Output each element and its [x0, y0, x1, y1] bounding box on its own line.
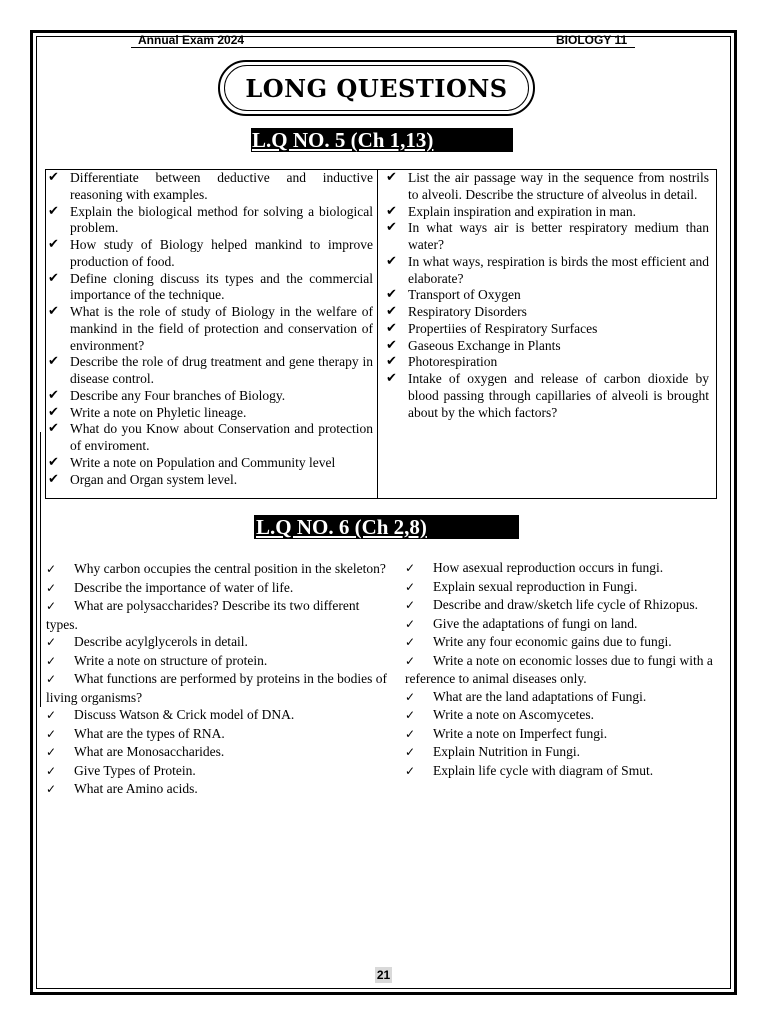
- lq6-left-column: [46, 560, 390, 799]
- checkmark-icon: ✔: [48, 421, 59, 437]
- question-text: Write a note on Phyletic lineage.: [70, 404, 247, 420]
- question-item: [405, 652, 717, 688]
- checkmark-icon: ✔: [48, 404, 59, 420]
- question-text: Organ and Organ system level.: [70, 471, 238, 487]
- question-text: Gaseous Exchange in Plants: [408, 337, 561, 353]
- lq5-left-column: [48, 170, 373, 488]
- margin-rule: [40, 432, 41, 707]
- checkmark-icon: ✔: [48, 387, 59, 403]
- question-item: [48, 388, 373, 405]
- question-text: What are Monosaccharides.: [74, 744, 225, 759]
- question-text: Describe any Four branches of Biology.: [70, 387, 286, 403]
- checkmark-icon: ✔: [386, 203, 397, 219]
- question-item: [48, 304, 373, 354]
- checkmark-icon: ✔: [48, 471, 59, 487]
- exam-header: Annual Exam 2024: [138, 33, 245, 47]
- question-text: Write any four economic gains due to fungi.: [433, 634, 672, 649]
- checkmark-icon: ✓: [46, 763, 57, 778]
- question-item: [46, 579, 390, 598]
- question-item: [46, 725, 390, 744]
- question-text: Explain sexual reproduction in Fungi.: [433, 578, 638, 594]
- section-heading-lq6: L.Q NO. 6 (Ch 2,8): [254, 515, 519, 539]
- question-item: [405, 725, 717, 744]
- question-text: In what ways, respiration is birds the most efficient and elaborate?: [408, 253, 709, 286]
- question-text: List the air passage way in the sequence from nostrils to alveoli. Describe the structure of alveolus in detail.: [408, 170, 709, 202]
- question-item: [46, 706, 390, 725]
- page-title: LONG QUESTIONS: [224, 65, 529, 111]
- checkmark-icon: ✓: [405, 726, 416, 741]
- checkmark-icon: ✔: [48, 237, 59, 252]
- question-item: [48, 271, 373, 305]
- question-item: [386, 204, 709, 221]
- question-text: What do you Know about Conservation and protection of enviroment.: [70, 421, 373, 453]
- question-text: Explain life cycle with diagram of Smut.: [433, 762, 654, 778]
- question-text: Explain Nutrition in Fungi.: [433, 744, 580, 759]
- question-text: Differentiate between deductive and inductive reasoning with examples.: [70, 170, 373, 202]
- question-item: [386, 304, 709, 321]
- question-text: Write a note on structure of protein.: [74, 652, 268, 668]
- question-text: Write a note on economic losses due to fungi with a reference to animal diseases only.: [405, 652, 713, 686]
- question-text: What are the land adaptations of Fungi.: [433, 688, 647, 704]
- question-text: Write a note on Ascomycetes.: [433, 707, 595, 722]
- question-text: Propertiies of Respiratory Surfaces: [408, 320, 598, 336]
- lq6-right-column: [405, 559, 717, 780]
- question-item: [46, 762, 390, 781]
- question-text: Describe and draw/sketch life cycle of Rhizopus.: [433, 597, 699, 612]
- checkmark-icon: ✔: [48, 454, 59, 470]
- question-item: [48, 455, 373, 472]
- question-text: Discuss Watson & Crick model of DNA.: [74, 707, 295, 722]
- question-item: [46, 652, 390, 671]
- question-item: [46, 780, 390, 799]
- question-text: Describe the importance of water of life.: [74, 579, 294, 595]
- checkmark-icon: ✓: [46, 580, 57, 595]
- question-item: [386, 338, 709, 355]
- question-item: [386, 371, 709, 421]
- question-item: [46, 633, 390, 652]
- question-text: Respiratory Disorders: [408, 304, 527, 319]
- question-item: [46, 560, 390, 579]
- question-text: Describe the role of drug treatment and gene therapy in disease control.: [70, 354, 373, 386]
- checkmark-icon: ✓: [405, 653, 416, 668]
- question-text: Photorespiration: [408, 354, 498, 370]
- question-item: [386, 354, 709, 371]
- question-text: Explain the biological method for solving a biological problem.: [70, 203, 373, 236]
- checkmark-icon: ✔: [386, 253, 397, 269]
- question-text: Define cloning discuss its types and the commercial importance of the technique.: [70, 270, 373, 303]
- question-text: What are the types of RNA.: [74, 725, 225, 741]
- question-text: Describe acylglycerols in detail.: [74, 634, 248, 649]
- checkmark-icon: ✔: [48, 270, 59, 286]
- lq5-right-column: [386, 170, 709, 421]
- checkmark-icon: ✔: [48, 170, 59, 185]
- checkmark-icon: ✓: [46, 635, 57, 649]
- question-item: [386, 254, 709, 288]
- question-text: Transport of Oxygen: [408, 287, 521, 303]
- question-text: Why carbon occupies the central position in the skeleton?: [74, 561, 386, 576]
- question-text: What are polysaccharides? Describe its two different types.: [46, 598, 360, 632]
- checkmark-icon: ✓: [405, 708, 416, 722]
- question-text: Write a note on Population and Community level: [70, 454, 336, 470]
- checkmark-icon: ✓: [405, 561, 416, 575]
- question-item: [405, 706, 717, 725]
- question-text: Intake of oxygen and release of carbon dioxide by blood passing through capillaries of alveoli is brought about by the which factors?: [408, 371, 709, 420]
- checkmark-icon: ✓: [46, 653, 57, 668]
- question-text: How asexual reproduction occurs in fungi.: [433, 560, 664, 575]
- checkmark-icon: ✓: [46, 599, 57, 613]
- checkmark-icon: ✓: [46, 726, 57, 741]
- question-text: Give the adaptations of fungi on land.: [433, 615, 638, 631]
- checkmark-icon: ✓: [405, 689, 416, 704]
- checkmark-icon: ✔: [386, 320, 397, 336]
- checkmark-icon: ✔: [386, 354, 397, 370]
- header-rule: [131, 47, 635, 48]
- question-item: [46, 597, 390, 633]
- checkmark-icon: ✓: [46, 782, 57, 796]
- checkmark-icon: ✓: [405, 616, 416, 631]
- checkmark-icon: ✔: [386, 220, 397, 236]
- lq5-table-divider: [377, 169, 378, 499]
- question-item: [48, 204, 373, 238]
- section-heading-lq5: L.Q NO. 5 (Ch 1,13): [251, 128, 513, 152]
- question-text: What is the role of study of Biology in the welfare of mankind in the field of protection and conservation of environment?: [70, 304, 373, 353]
- question-item: [48, 170, 373, 204]
- question-text: What are Amino acids.: [74, 781, 198, 796]
- question-item: [46, 670, 390, 706]
- question-item: [405, 559, 717, 578]
- question-item: [405, 688, 717, 707]
- question-item: [48, 472, 373, 489]
- question-item: [386, 321, 709, 338]
- question-text: Give Types of Protein.: [74, 762, 196, 778]
- question-item: [405, 578, 717, 597]
- checkmark-icon: ✓: [46, 708, 57, 722]
- checkmark-icon: ✔: [386, 287, 397, 303]
- question-item: [405, 615, 717, 634]
- checkmark-icon: ✓: [405, 598, 416, 612]
- checkmark-icon: ✔: [48, 203, 59, 219]
- checkmark-icon: ✓: [46, 672, 57, 686]
- question-item: [405, 633, 717, 652]
- question-item: [46, 743, 390, 762]
- question-item: [386, 220, 709, 254]
- question-text: How study of Biology helped mankind to improve production of food.: [70, 237, 373, 269]
- question-text: In what ways air is better respiratory medium than water?: [408, 220, 709, 252]
- question-text: Explain inspiration and expiration in man.: [408, 203, 636, 219]
- question-item: [48, 354, 373, 388]
- checkmark-icon: ✔: [386, 304, 397, 319]
- question-item: [405, 596, 717, 615]
- checkmark-icon: ✔: [386, 337, 397, 353]
- question-item: [48, 237, 373, 271]
- question-text: Write a note on Imperfect fungi.: [433, 725, 608, 741]
- question-item: [386, 287, 709, 304]
- checkmark-icon: ✓: [405, 635, 416, 649]
- question-item: [386, 170, 709, 204]
- checkmark-icon: ✓: [46, 745, 57, 759]
- subject-header: BIOLOGY 11: [556, 33, 628, 47]
- checkmark-icon: ✓: [405, 745, 416, 759]
- question-item: [48, 421, 373, 455]
- question-item: [405, 762, 717, 781]
- page-number: 21: [376, 968, 391, 982]
- checkmark-icon: ✔: [48, 354, 59, 370]
- question-text: What functions are performed by proteins in the bodies of living organisms?: [46, 671, 388, 705]
- checkmark-icon: ✓: [405, 579, 416, 594]
- question-item: [405, 743, 717, 762]
- checkmark-icon: ✔: [386, 170, 397, 185]
- checkmark-icon: ✓: [46, 562, 57, 576]
- question-item: [48, 405, 373, 422]
- checkmark-icon: ✔: [386, 371, 397, 386]
- checkmark-icon: ✓: [405, 763, 416, 778]
- checkmark-icon: ✔: [48, 304, 59, 319]
